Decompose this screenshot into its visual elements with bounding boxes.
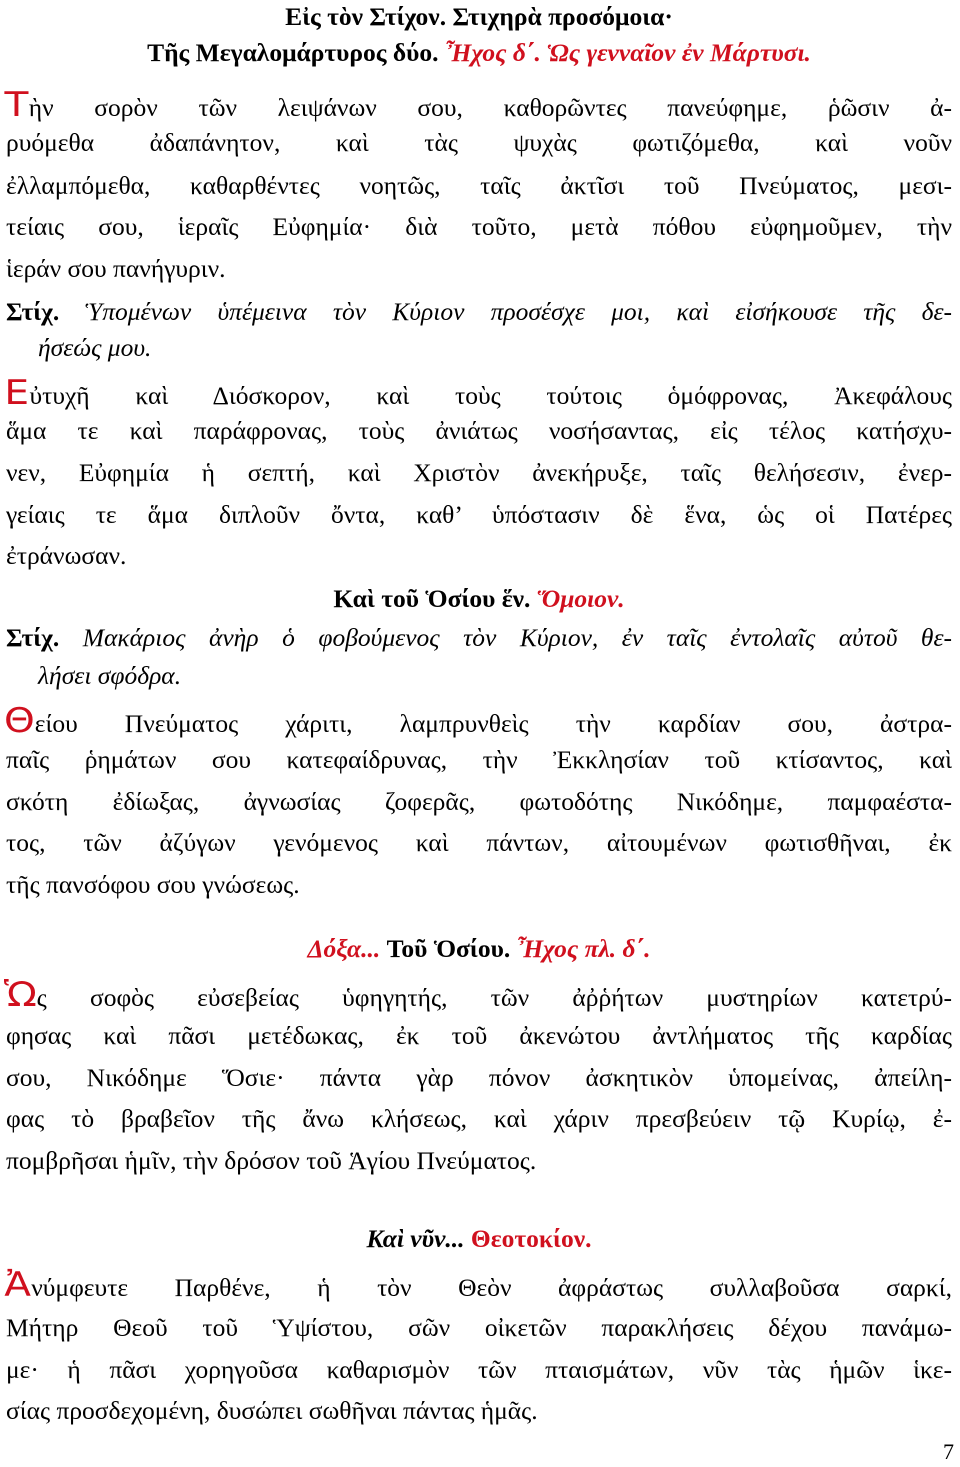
hymn1-line-2: ρυόμεθα ἀδαπάνητον, καὶ τὰς ψυχὰς φωτιζόμεθα, καὶ νοῦν: [6, 128, 952, 157]
section-heading-theotokion-main: Καὶ νῦν...: [366, 1224, 465, 1253]
hymn2-line-1: [4, 373, 952, 413]
hymn1-line-1-text: ὴν σορὸν τῶν λειψάνων σου, καθορῶντες πανεύφημε, ῥῶσιν ἀ-: [28, 93, 952, 122]
hymn2-line-4: γείαις τε ἅμα διπλοῦν ὄντα, καθ’ ὑπόστασιν δὲ ἕνα, ὡς οἱ Πατέρες: [6, 500, 952, 529]
header-subtitle-main: Τῆς Μεγαλομάρτυρος δύο.: [147, 38, 439, 67]
header-subtitle-tone: Ἦχος δ΄. Ὡς γενναῖον ἐν Μάρτυσι.: [444, 38, 811, 67]
hymn5-line-4: σίας προσδεχομένη, δυσώπει σωθῆναι πάντας ἡμᾶς.: [6, 1396, 538, 1425]
hymn2-initial: Ε: [4, 373, 30, 413]
verse2-label: Στίχ.: [6, 623, 60, 652]
verse1-line-1: [6, 297, 952, 327]
header-title: Εἰς τὸν Στίχον. Στιχηρὰ προσόμοια·: [285, 2, 673, 31]
header-subtitle: [6, 38, 952, 68]
section-heading-osiou-main: Καὶ τοῦ Ὁσίου ἕν.: [333, 584, 531, 613]
verse1-line-2: ήσεώς μου.: [38, 333, 152, 362]
hymn5-line-1-text: νύμφευτε Παρθένε, ἡ τὸν Θεὸν ἀφράστως συλλαβοῦσα σαρκί,: [31, 1273, 952, 1302]
hymn3-line-2: παῖς ῥημάτων σου κατεφαίδρυνας, τὴν Ἐκκλησίαν τοῦ κτίσαντος, καὶ: [6, 745, 952, 774]
section-heading-doxa-label: Δόξα...: [307, 934, 381, 963]
hymn2-line-5: ἐτράνωσαν.: [6, 541, 127, 570]
hymn1-line-1: [4, 85, 952, 125]
hymn3-line-1-text: είου Πνεύματος χάριτι, λαμπρυνθεὶς τὴν καρδίαν σου, ἀστρα-: [34, 709, 952, 738]
hymn3-line-5: τῆς πανσόφου σου γνώσεως.: [6, 870, 300, 899]
hymn1-line-5: ἱεράν σου πανήγυριν.: [6, 254, 226, 283]
verse2-line-2: λήσει σφόδρα.: [38, 661, 182, 690]
hymn2-line-2: ἅμα τε καὶ παράφρονας, τοὺς ἀνιάτως νοσήσαντας, εἰς τέλος κατήσχυ-: [6, 416, 952, 445]
hymn5-line-2: Μήτηρ Θεοῦ τοῦ Ὑψίστου, σῶν οἰκετῶν παρακλήσεις δέχου πανάμω-: [6, 1313, 952, 1342]
hymn3-initial: Θ: [3, 701, 35, 741]
section-heading-osiou: [6, 584, 952, 614]
hymn1-line-3: ἐλλαμπόμεθα, καθαρθέντες νοητῶς, ταῖς ἀκτῖσι τοῦ Πνεύματος, μεσι-: [6, 171, 952, 200]
hymn5-line-1: [4, 1265, 952, 1305]
section-heading-theotokion-label: Θεοτοκίον.: [470, 1224, 592, 1253]
section-heading-osiou-tone: Ὅμοιον.: [536, 584, 625, 613]
verse2-line-1: [6, 623, 952, 653]
page-number: 7: [943, 1439, 954, 1464]
hymn5-initial: Ἀ: [4, 1265, 32, 1305]
verse1-label: Στίχ.: [6, 297, 60, 326]
hymn3-line-1: [3, 701, 952, 741]
hymn1-line-4: τείαις σου, ἱεραῖς Εὐφημία· διὰ τοῦτο, μετὰ πόθου εὐφημοῦμεν, τὴν: [6, 212, 952, 241]
hymn1-initial: Τ: [4, 85, 29, 125]
verse1-text-1: Ὑπομένων ὑπέμεινα τὸν Κύριον προσέσχε μοι, καὶ εἰσήκουσε τῆς δε-: [85, 297, 953, 326]
hymn2-line-1-text: ὐτυχῆ καὶ Διόσκορον, καὶ τοὺς τούτοις ὁμόφρονας, Ἀκεφάλους: [29, 381, 952, 410]
hymn5-line-3: με· ἡ πᾶσι χορηγοῦσα καθαρισμὸν τῶν πταισμάτων, νῦν τὰς ἡμῶν ἱκε-: [6, 1355, 952, 1384]
hymn4-line-5: πομβρῆσαι ἡμῖν, τὴν δρόσον τοῦ Ἁγίου Πνεύματος.: [6, 1146, 537, 1175]
hymn4-line-3: σου, Νικόδημε Ὅσιε· πάντα γὰρ πόνον ἀσκητικὸν ὑπομείνας, ἀπείλη-: [6, 1063, 952, 1092]
hymn4-line-1: [3, 975, 952, 1015]
hymn4-line-4: φας τὸ βραβεῖον τῆς ἄνω κλήσεως, καὶ χάριν πρεσβεύειν τῷ Κυρίῳ, ἐ-: [6, 1104, 952, 1133]
verse2-text-1: Μακάριος ἀνὴρ ὁ φοβούμενος τὸν Κύριον, ἐν ταῖς ἐντολαῖς αὐτοῦ θε-: [82, 623, 952, 652]
hymn3-line-4: τος, τῶν ἀζύγων γενόμενος καὶ πάντων, αἰτουμένων φωτισθῆναι, ἐκ: [6, 828, 952, 857]
hymn4-initial: Ὡ: [3, 975, 37, 1015]
section-heading-doxa: [6, 934, 952, 964]
section-heading-doxa-tone: Ἦχος πλ. δ΄.: [516, 934, 651, 963]
hymn4-line-1-text: ς σοφὸς εὐσεβείας ὑφηγητής, τῶν ἀῤῥήτων μυστηρίων κατετρύ-: [36, 983, 952, 1012]
hymn4-line-2: φησας καὶ πᾶσι μετέδωκας, ἐκ τοῦ ἀκενώτου ἀντλήματος τῆς καρδίας: [6, 1021, 952, 1050]
section-heading-doxa-main: Τοῦ Ὁσίου.: [386, 934, 511, 963]
hymn2-line-3: νεν, Εὐφημία ἡ σεπτή, καὶ Χριστὸν ἀνεκήρυξε, ταῖς θελήσεσιν, ἐνερ-: [6, 458, 952, 487]
section-heading-theotokion: [6, 1224, 952, 1254]
hymn3-line-3: σκότη ἐδίωξας, ἀγνωσίας ζοφερᾶς, φωτοδότης Νικόδημε, παμφαέστα-: [6, 787, 952, 816]
